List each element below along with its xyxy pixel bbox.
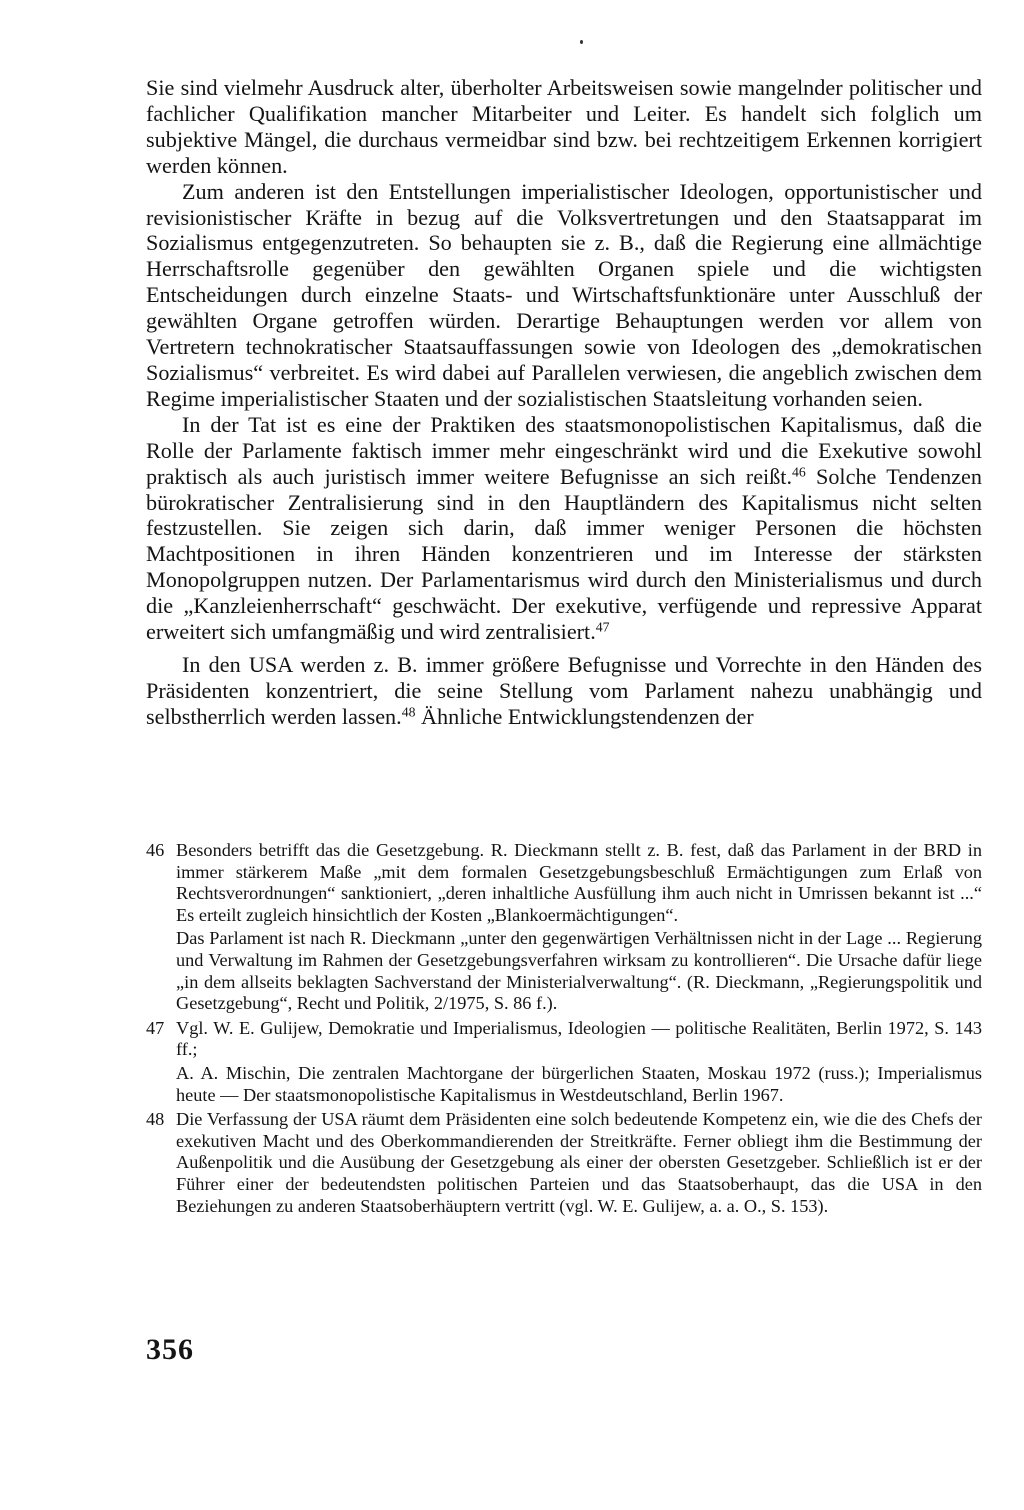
- paragraph-4-text-a: In den USA werden z. B. immer größere Befugnisse und Vorrechte in den Händen des Präsidenten konzentriert, die seine Stellung vom Parlament nahezu unabhängig und selbstherrlich werden lassen.: [146, 651, 982, 729]
- paragraph-3: [146, 412, 982, 645]
- footnote-number: 47: [146, 1017, 165, 1038]
- footnote-48: [146, 1109, 982, 1217]
- footnote-paragraph: Die Verfassung der USA räumt dem Präsidenten eine solch bedeutende Kompetenz ein, wie die des Chefs der exekutiven Macht und des Oberkommandierenden der Streitkräfte. Ferner obliegt ihm die Bestimmung der Außenpolitik und die Ausübung der Gesetzgebung als einer der obersten Gesetzgeber. Schließlich ist er der Führer einer der bedeutendsten politischen Parteien und das Staatsoberhaupt, das die USA in den Beziehungen zu anderen Staatsoberhäuptern vertritt (vgl. W. E. Gulijew, a. a. O., S. 153).: [176, 1109, 982, 1216]
- footnote-47: [146, 1018, 982, 1106]
- footnotes-section: [146, 840, 982, 1220]
- footnote-body: [176, 1018, 982, 1106]
- paragraph-4: [146, 652, 982, 730]
- footnote-paragraph: A. A. Mischin, Die zentralen Machtorgane der bürgerlichen Staaten, Moskau 1972 (russ.); Imperialismus heute — Der staatsmonopolistische Kapitalismus in Westdeutschland, Berlin 1967.: [176, 1062, 982, 1105]
- footnote-paragraph: Vgl. W. E. Gulijew, Demokratie und Imperialismus, Ideologien — politische Realitäten, Berlin 1972, S. 143 ff.;: [176, 1017, 982, 1060]
- footnote-number: 48: [146, 1109, 165, 1130]
- footnote-ref-48[interactable]: 48: [401, 704, 416, 720]
- paragraph-3-text-b: Solche Tendenzen bürokratischer Zentralisierung sind in den Hauptländern des Kapitalismus nicht selten festzustellen. Sie zeigen sich darin, daß immer weniger Personen die höchsten Machtpositionen in ihren Händen konzentrieren und im Interesse der stärksten Monopolgruppen nutzen. Der Parlamentarismus wird durch den Ministerialismus und durch die „Kanzleienherrschaft“ geschwächt. Der exekutive, verfügende und repressive Apparat erweitert sich umfangmäßig und wird zentralisiert.: [146, 463, 982, 645]
- footnote-46: [146, 840, 982, 1015]
- main-text-body: [146, 75, 982, 730]
- paragraph-3-text-a: In der Tat ist es eine der Praktiken des staatsmonopolistischen Kapitalismus, daß die Rolle der Parlamente faktisch immer mehr eingeschränkt wird und die Exekutive sowohl praktisch als auch juristisch immer weitere Befugnisse an sich reißt.: [146, 411, 982, 489]
- footnote-paragraph: Das Parlament ist nach R. Dieckmann „unter den gegenwärtigen Verhältnissen nicht in der Lage ... Regierung und Verwaltung im Rahmen der Gesetzgebungsverfahren wirksam zu kontrollieren“. Die Ursache dafür liege „in dem allseits beklagten Sachverstand der Ministerialverwaltung“. (R. Dieckmann, „Regierungspolitik und Gesetzgebung“, Recht und Politik, 2/1975, S. 86 f.).: [176, 928, 982, 1014]
- scan-speck: [580, 40, 583, 44]
- page-number: 356: [146, 1333, 194, 1366]
- footnote-ref-47[interactable]: 47: [595, 619, 610, 635]
- footnote-paragraph: Besonders betrifft das die Gesetzgebung. R. Dieckmann stellt z. B. fest, daß das Parlament in der BRD in immer stärkerem Maße „mit dem formalen Gesetzgebungsbeschluß Ermächtigungen zum Erlaß von Rechtsverordnungen“ sanktioniert, „deren inhaltliche Ausfüllung ihm auch nicht in Umrissen bekannt ist ...“ Es erteilt zugleich hinsichtlich der Kosten „Blankoermächtigungen“.: [176, 840, 982, 925]
- footnote-body: [176, 1109, 982, 1217]
- paragraph-1: Sie sind vielmehr Ausdruck alter, überholter Arbeitsweisen sowie mangelnder politischer und fachlicher Qualifikation mancher Mitarbeiter und Leiter. Es handelt sich folglich um subjektive Mängel, die durchaus vermeidbar sind bzw. bei rechtzeitigem Erkennen korrigiert werden können.: [146, 75, 982, 178]
- footnote-ref-46[interactable]: 46: [792, 464, 806, 480]
- paragraph-2: Zum anderen ist den Entstellungen imperialistischer Ideologen, opportunistischer und revisionistischer Kräfte in bezug auf die Volksvertretungen und den Staatsapparat im Sozialismus entgegenzutreten. So behaupten sie z. B., daß die Regierung eine allmächtige Herrschaftsrolle gegenüber den gewählten Organen spiele und die wichtigsten Entscheidungen durch einzelne Staats- und Wirtschaftsfunktionäre unter Ausschluß der gewählten Organe getroffen würden. Derartige Behauptungen werden vor allem von Vertretern technokratischer Staatsauffassungen sowie von Ideologen des „demokratischen Sozialismus“ verbreitet. Es wird dabei auf Parallelen verwiesen, die angeblich zwischen dem Regime imperialistischer Staaten und der sozialistischen Staatsleitung vorhanden seien.: [146, 178, 982, 411]
- footnote-number: 46: [146, 840, 165, 860]
- footnote-body: [176, 840, 982, 1015]
- paragraph-4-text-b: Ähnliche Entwicklungstendenzen der: [415, 703, 754, 729]
